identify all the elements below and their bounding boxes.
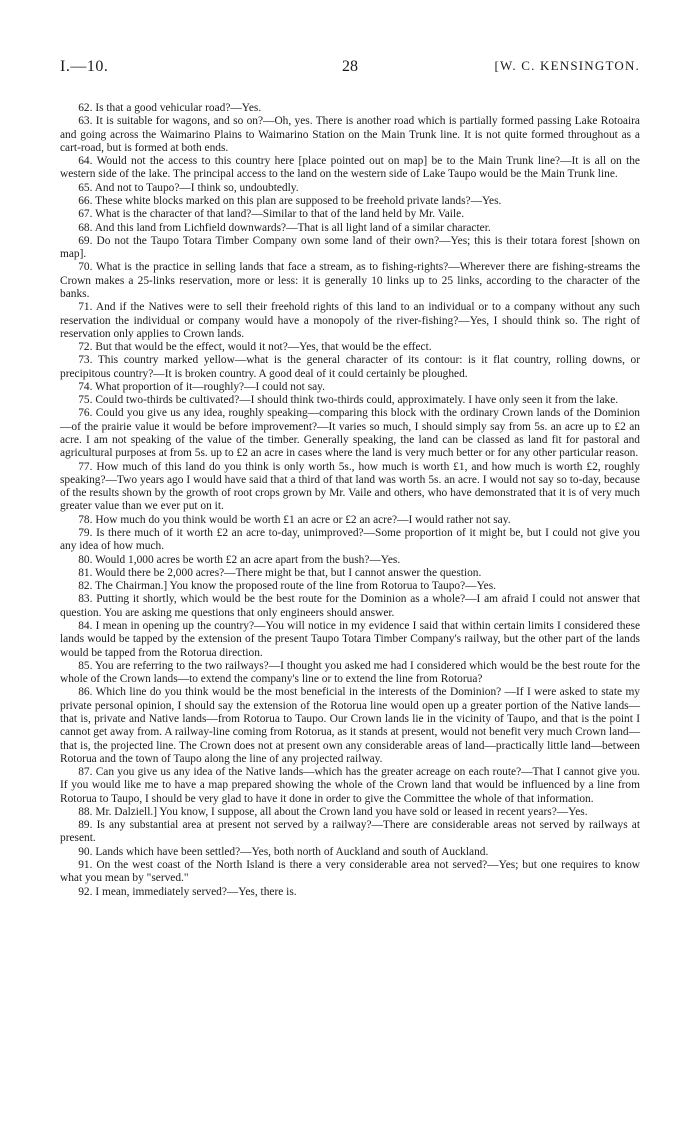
evidence-paragraph: 84. I mean in opening up the country?—You will notice in my evidence I said that within certain limits I considered these lands would be tapped by the extension of the present Taupo Totara Timber Company's railway, but the other part of the lands would be tapped from the Rotorua direction. [60, 619, 640, 659]
document-reference: I.—10. [60, 58, 109, 75]
evidence-paragraph: 79. Is there much of it worth £2 an acre to-day, unimproved?—Some proportion of it might be, but I could not give you any idea of how much. [60, 527, 640, 553]
evidence-paragraph: 90. Lands which have been settled?—Yes, both north of Auckland and south of Auckland. [78, 845, 489, 858]
evidence-paragraph: 76. Could you give us any idea, roughly speaking—comparing this block with the ordinary Crown lands of the Dominion—of the prairie value it would be before improvement?—It varies so much, I should simply say from 5s. an acre up to £2 an acre. I am not speaking of the value of the timber. Generally speaking, the land can be classed as land fit for pastoral and agricultural purposes at from 5s. up to £2 an acre in cases where the land is very much better or for any other particular reason. [60, 407, 640, 460]
evidence-paragraph: 69. Do not the Taupo Totara Timber Company own some land of their own?—Yes; this is their totara forest [shown on map]. [60, 234, 640, 261]
evidence-paragraph: 89. Is any substantial area at present not served by a railway?—There are considerable areas not served by railways at present. [60, 819, 640, 845]
page-number: 28 [342, 58, 358, 75]
evidence-paragraph: 64. Would not the access to this country here [place pointed out on map] be to the Main Trunk line?—It is all on the western side of the lake. The principal access to the land on the western side of Lake Taupo would be the Main Trunk line. [60, 155, 640, 181]
evidence-paragraph: 87. Can you give us any idea of the Native lands—which has the greater acreage on each route?—That I cannot give you. If you would like me to have a map prepared showing the whole of the Crown land that would be influenced by a line from Rotorua to Taupo, I should be very glad to have it done in order to give the Committee the whole of that information. [60, 766, 640, 805]
evidence-paragraph: 81. Would there be 2,000 acres?—There might be that, but I cannot answer the question. [78, 566, 482, 579]
evidence-paragraph: 73. This country marked yellow—what is the general character of its contour: is it flat country, rolling downs, or precipitous country?—It is broken country. A good deal of it could certainly be ploughed. [60, 354, 640, 380]
evidence-paragraph: 63. It is suitable for wagons, and so on?—Oh, yes. There is another road which is partially formed passing Lake Rotoaira and going across the Waimarino Plains to Waimarino Station on the Main Trunk line. It is not quite formed throughout as a cart-road, but is formed at both ends. [60, 115, 640, 154]
evidence-paragraph: 83. Putting it shortly, which would be the best route for the Dominion as a whole?—I am afraid I could not answer that question. You are asking me questions that only engineers should answer. [60, 593, 640, 619]
evidence-paragraph: 72. But that would be the effect, would it not?—Yes, that would be the effect. [78, 341, 432, 354]
evidence-paragraph: 77. How much of this land do you think is only worth 5s., how much is worth £1, and how much is worth £2, roughly speaking?—Two years ago I would have said that a third of that land was worth 5s. an acre. I would not say so to-day, because of the results shown by the growth of root crops grown by Mr. Vaile and others, who have demonstrated that it is of very much greater value than we ever put on it. [60, 460, 640, 513]
evidence-text [60, 102, 640, 899]
evidence-paragraph: 82. The Chairman.] You know the proposed route of the line from Rotorua to Taupo?—Yes. [78, 580, 496, 593]
evidence-paragraph: 65. And not to Taupo?—I think so, undoubtedly. [78, 181, 299, 194]
evidence-paragraph: 62. Is that a good vehicular road?—Yes. [78, 102, 262, 114]
evidence-paragraph: 68. And this land from Lichfield downwards?—That is all light land of a similar character. [78, 221, 491, 234]
evidence-paragraph: 92. I mean, immediately served?—Yes, there is. [78, 885, 297, 898]
page-header [60, 58, 640, 80]
evidence-paragraph: 75. Could two-thirds be cultivated?—I should think two-thirds could, approximately. I have only seen it from the lake. [78, 394, 619, 407]
witness-name: [W. C. KENSINGTON. [494, 58, 640, 73]
evidence-paragraph: 66. These white blocks marked on this plan are supposed to be freehold private lands?—Yes. [78, 194, 502, 207]
evidence-paragraph: 91. On the west coast of the North Island is there a very considerable area not served?—Yes; but one requires to know what you mean by "served." [60, 859, 640, 885]
evidence-paragraph: 71. And if the Natives were to sell their freehold rights of this land to an individual or to a company without any such reservation the individual or company would have a monopoly of the river-fishing?—Yes, I should think so. The right of reservation only applies to Crown lands. [60, 301, 640, 340]
evidence-paragraph: 86. Which line do you think would be the most beneficial in the interests of the Dominion? —If I were asked to state my private personal opinion, I should say the extension of the Rotorua line would open up a greater portion of the Native lands—that is, private and Native lands—from Rotorua to Taupo. Our Crown lands lie in the vicinity of Taupo, and that is the point I cannot get away from. A railway-line coming from Rotorua, as it stands at present, would not benefit very much Crown land—that is, the projected line. The Crown does not at present own any considerable areas of land—practically little land—between Rotorua and the town of Taupo along the line of any projected railway. [60, 686, 640, 765]
evidence-paragraph: 80. Would 1,000 acres be worth £2 an acre apart from the bush?—Yes. [78, 553, 401, 566]
evidence-paragraph: 67. What is the character of that land?—Similar to that of the land held by Mr. Vaile. [78, 208, 465, 221]
evidence-paragraph: 70. What is the practice in selling lands that face a stream, as to fishing-rights?—Wherever there are fishing-streams the Crown makes a 25-links reservation, more or less: it is generally 10 links up to 25 links, according to the character of the banks. [60, 261, 640, 300]
evidence-paragraph: 78. How much do you think would be worth £1 an acre or £2 an acre?—I would rather not say. [78, 513, 511, 526]
evidence-paragraph: 85. You are referring to the two railways?—I thought you asked me had I considered which would be the best route for the whole of the Crown lands—to extend the company's line or to extend the line from Rotorua? [60, 659, 640, 686]
evidence-paragraph: 74. What proportion of it—roughly?—I could not say. [78, 380, 325, 393]
evidence-paragraph: 88. Mr. Dalziell.] You know, I suppose, all about the Crown land you have sold or leased in recent years?—Yes. [78, 805, 588, 818]
